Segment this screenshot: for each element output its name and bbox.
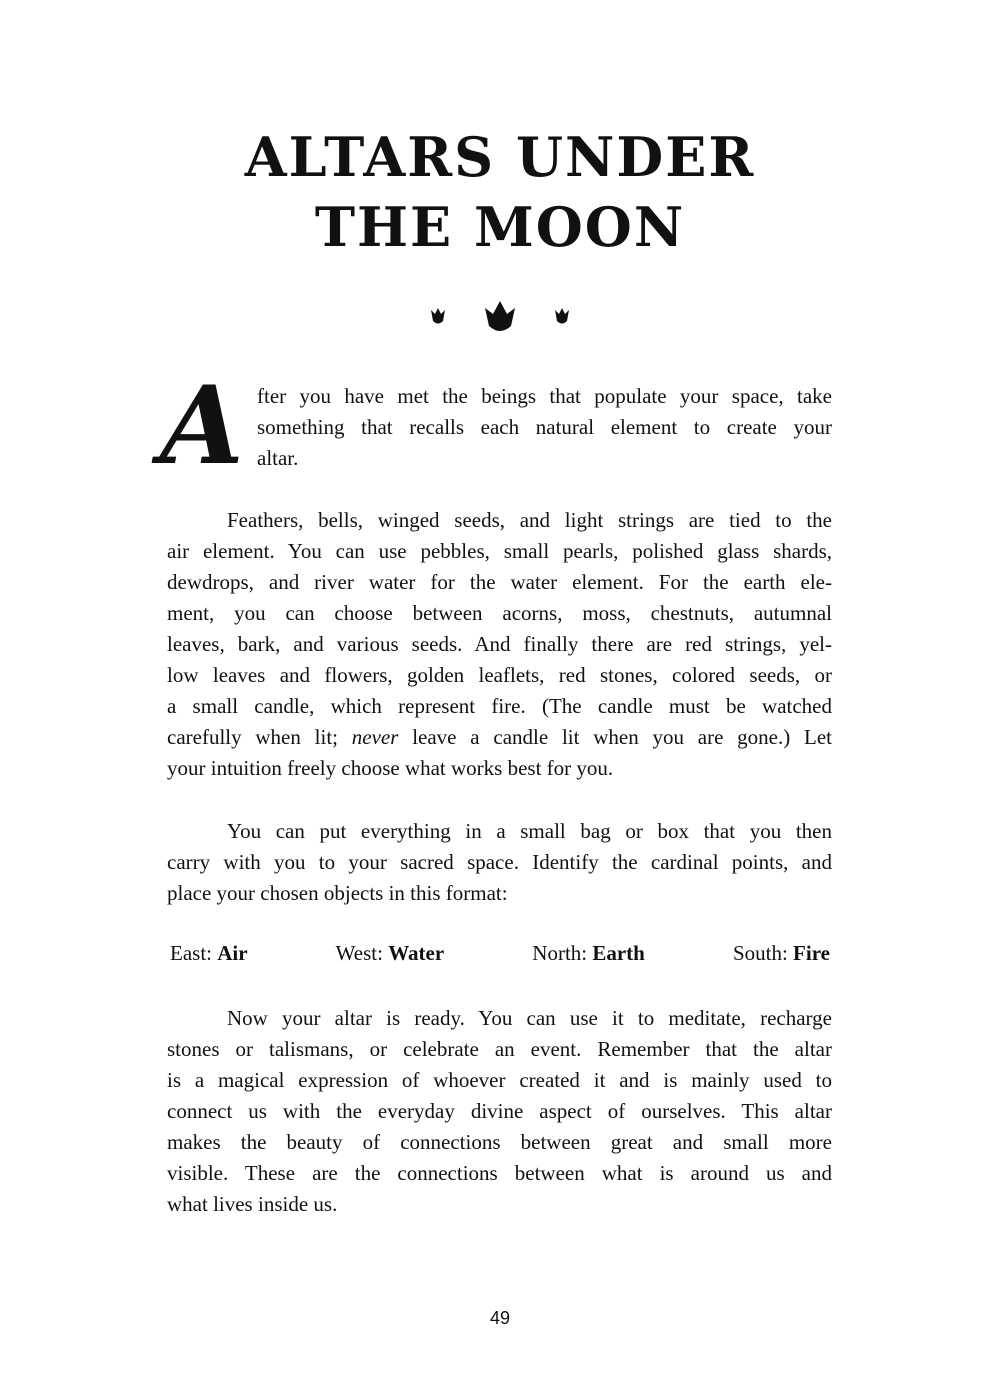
page-number: 49 [489,1308,511,1328]
text-segment: leave a candle lit when you are gone.) Let [398,725,832,749]
text-line: ment, you can choose between acorns, moss, chestnuts, autumnal [167,601,832,625]
title-line-1: ALTARS UNDER [244,125,756,189]
text-line: makes the beauty of connections between great and small more [167,1130,832,1154]
drop-cap: A [160,363,244,489]
paragraph-2 [167,505,832,784]
text-line: Now your altar is ready. You can use it to meditate, recharge [227,1006,832,1030]
text-line: connect us with the everyday divine aspect of ourselves. This altar [167,1099,832,1123]
text-line: fter you have met the beings that populate your space, take [257,384,832,408]
title-line-2: THE MOON [314,195,686,259]
text-line: a small candle, which represent fire. (The candle must be watched [167,694,832,718]
text-line: your intuition freely choose what works best for you. [167,756,614,780]
paragraph-4 [167,1003,832,1220]
text-line: stones or talismans, or celebrate an event. Remember that the altar [167,1037,832,1061]
direction-south [733,941,830,966]
small-flower-icon [430,307,446,327]
text-line: visible. These are the connections between what is around us and [167,1161,832,1185]
cardinal-directions [170,941,830,966]
direction-label: North: [532,941,593,965]
direction-label: West: [335,941,389,965]
text-line: what lives inside us. [167,1192,338,1216]
text-line: low leaves and flowers, golden leaflets, red stones, colored seeds, or [167,663,832,687]
flower-ornament-icon [0,300,1000,334]
text-line: carry with you to your sacred space. Identify the cardinal points, and [167,850,832,874]
direction-west [336,941,445,966]
emphasis: never [351,725,399,749]
large-flower-icon [484,300,516,334]
direction-north [532,941,645,966]
text-line: Feathers, bells, winged seeds, and light strings are tied to the [227,508,832,532]
paragraph-3 [167,816,832,909]
direction-label: East: [170,941,218,965]
direction-label: South: [732,941,794,965]
small-flower-icon [554,307,570,327]
text-line: leaves, bark, and various seeds. And finally there are red strings, yel- [167,632,832,656]
direction-element: Earth [592,941,645,965]
text-line: altar. [257,446,299,470]
page-title [0,122,1000,262]
direction-element: Fire [793,941,830,965]
direction-element: Water [388,941,445,965]
text-line: place your chosen objects in this format: [167,881,508,905]
paragraph-1 [257,381,832,474]
text-line: is a magical expression of whoever created it and is mainly used to [167,1068,832,1092]
text-line: You can put everything in a small bag or box that you then [227,819,832,843]
direction-east [170,941,248,966]
text-line: something that recalls each natural element to create your [257,415,832,439]
direction-element: Air [217,941,248,965]
text-line [167,722,832,753]
text-segment: carefully when lit; [167,725,352,749]
text-line: dewdrops, and river water for the water element. For the earth ele- [167,570,832,594]
text-line: air element. You can use pebbles, small pearls, polished glass shards, [167,539,832,563]
